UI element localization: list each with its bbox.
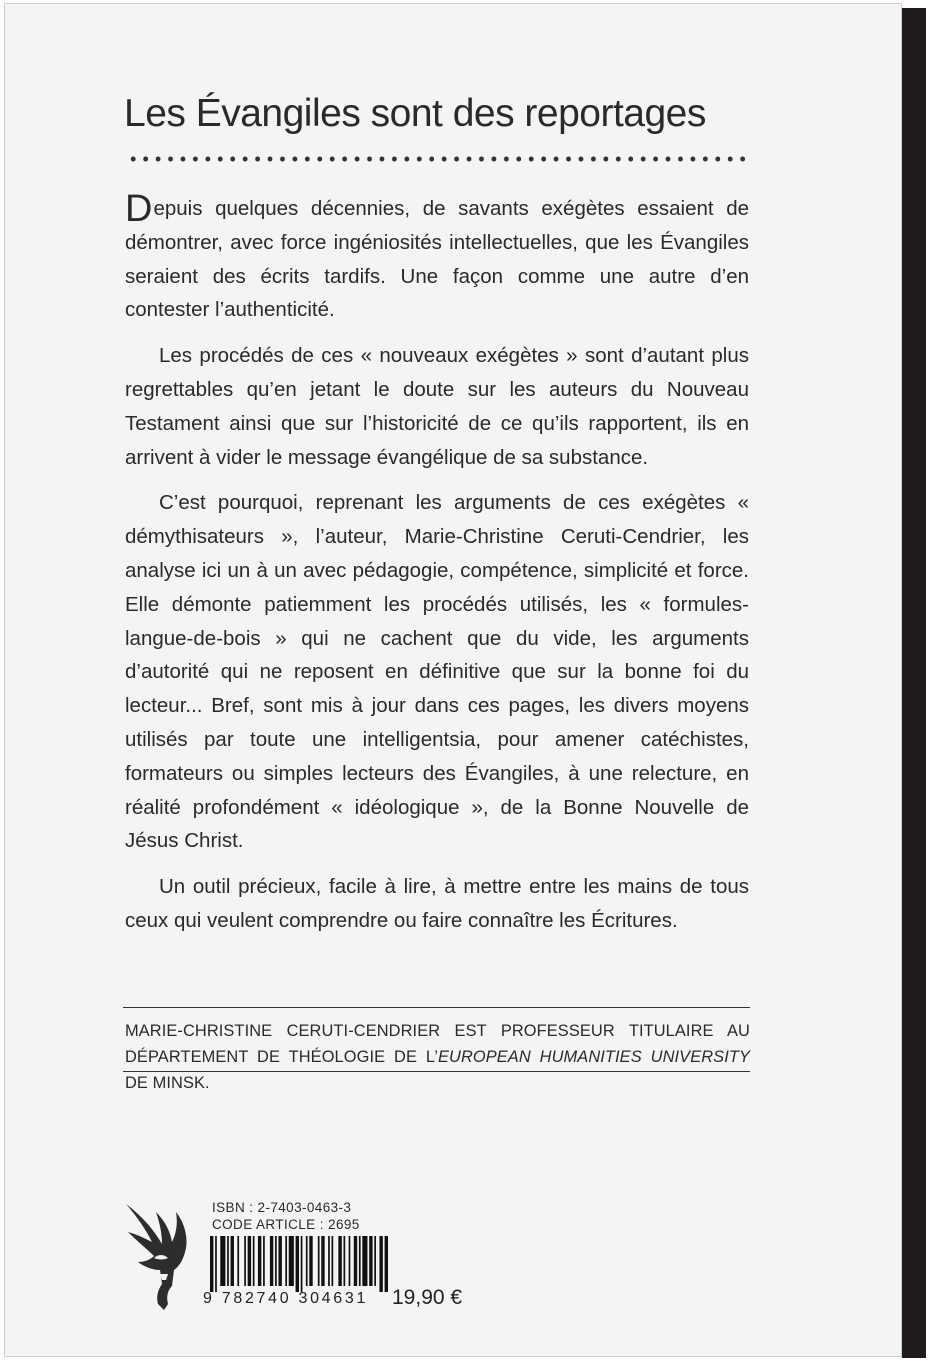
barcode-bar — [244, 1236, 246, 1286]
blurb-paragraph-3: C’est pourquoi, reprenant les arguments de ces exégètes « démythisateurs », l’auteur, Marie-Christine Ceruti-Cendrier, les analyse ici un à un avec pédagogie, compétence, simplicité et force. Elle démonte patiemment les procédés utilisés, les « formules-langue-de-bois » qui ne cachent que du vide, les arguments d’autorité qui ne reposent en définitive que sur la bonne foi du lecteur... Bref, sont mis à jour dans ces pages, les divers moyens utilisés par toute une intelligentsia, pour amener catéchistes, formateurs ou simples lecteurs des Évangiles, à une relecture, en réalité profondément « idéologique », de la Bonne Nouvelle de Jésus Christ. — [125, 491, 749, 853]
barcode-bar — [220, 1236, 225, 1286]
code-article: CODE ARTICLE : 2695 — [212, 1217, 360, 1232]
author-note-text-2: DE MINSK. — [125, 1074, 210, 1092]
barcode-bar — [258, 1236, 261, 1286]
barcode-bar — [338, 1236, 341, 1286]
book-spine-edge — [902, 8, 926, 1358]
barcode-bar — [379, 1236, 382, 1292]
barcode-bar — [362, 1236, 367, 1286]
barcode-bar — [369, 1236, 372, 1286]
barcode-bar — [227, 1236, 229, 1286]
isbn-block — [212, 1199, 360, 1233]
barcode-bar — [253, 1236, 255, 1286]
author-note-top-rule — [123, 1007, 750, 1008]
barcode-bar — [318, 1236, 320, 1286]
drop-cap: D — [125, 188, 153, 230]
blurb-paragraph-4: Un outil précieux, facile à lire, à mettre entre les mains de tous ceux qui veulent comprendre ou faire connaître les Écritures. — [125, 875, 749, 932]
barcode-bar — [210, 1236, 213, 1292]
blurb-paragraph-1-text: epuis quelques décennies, de savants exégètes essaient de démontrer, avec force ingéniosités intellectuelles, que les Évangiles seraient des écrits tardifs. Une façon comme une autre d’en contester l’authenticité. — [125, 197, 749, 322]
barcode-bar — [332, 1236, 334, 1286]
barcode-bar — [231, 1236, 234, 1286]
author-note-text-1: MARIE-CHRISTINE CERUTI-CENDRIER EST PROFESSEUR TITULAIRE AU DÉPARTEMENT DE THÉOLOGIE DE L’ — [125, 1022, 750, 1066]
barcode-bar — [289, 1236, 294, 1286]
author-note — [125, 1018, 750, 1096]
barcode-bar — [278, 1236, 281, 1286]
price: 19,90 € — [392, 1286, 463, 1309]
barcode-bar — [263, 1236, 265, 1286]
barcode-bar — [328, 1236, 330, 1286]
cover-title: Les Évangiles sont des reportages — [124, 92, 706, 135]
barcode-bar — [296, 1236, 299, 1292]
barcode-number: 9 782740 304631 — [203, 1290, 369, 1307]
barcode-bar — [344, 1236, 346, 1286]
barcode-bar — [270, 1236, 273, 1286]
author-note-bottom-rule — [123, 1071, 750, 1072]
barcode-bar — [306, 1236, 308, 1286]
author-note-university: EUROPEAN HUMANITIES UNIVERSITY — [437, 1048, 750, 1066]
blurb-paragraph-1 — [125, 188, 749, 327]
barcode-bar — [354, 1236, 357, 1286]
barcode-bar — [385, 1236, 388, 1292]
winged-figure-icon — [124, 1200, 194, 1312]
barcode-bar — [301, 1236, 303, 1292]
barcode-bar — [275, 1236, 277, 1286]
barcode-bar — [349, 1236, 351, 1286]
barcode-bar — [285, 1236, 287, 1286]
barcode-bar — [374, 1236, 376, 1286]
blurb — [125, 188, 749, 950]
barcode-bar — [248, 1236, 251, 1286]
blurb-paragraph-2: Les procédés de ces « nouveaux exégètes » sont d’autant plus regrettables qu’en jetant le doute sur les auteurs du Nouveau Testament ainsi que sur l’historicité de ce qu’ils rapportent, ils en arrivent à vider le message évangélique de sa substance. — [125, 344, 749, 469]
barcode-bar — [321, 1236, 324, 1286]
barcode-bar — [215, 1236, 217, 1292]
barcode-bar — [309, 1236, 312, 1286]
dotted-divider — [127, 156, 750, 162]
barcode — [210, 1236, 388, 1292]
barcode-bar — [237, 1236, 239, 1286]
isbn: ISBN : 2-7403-0463-3 — [212, 1200, 352, 1215]
barcode-bar — [359, 1236, 361, 1286]
